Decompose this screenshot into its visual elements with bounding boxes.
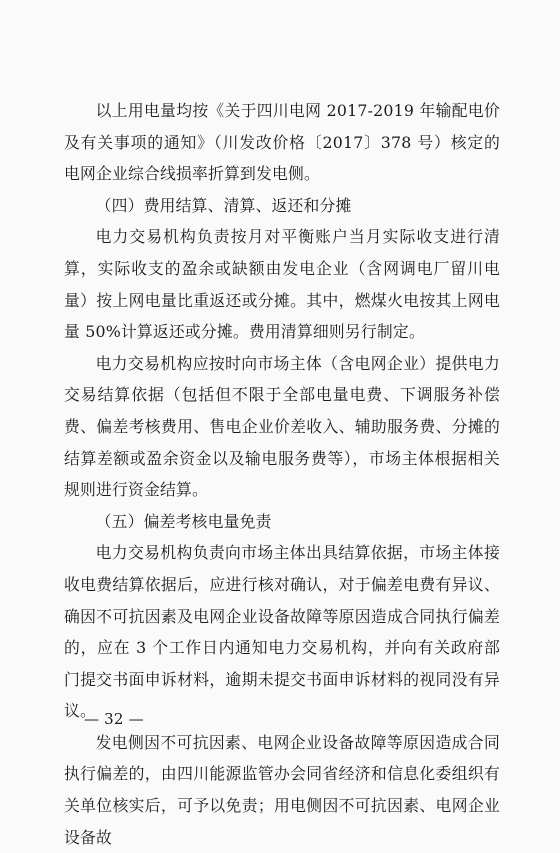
paragraph-generation-side-exemption: 发电侧因不可抗因素、电网企业设备故障等原因造成合同执行偏差的，由四川能源监管办会同省经济和信息化委组织有关单位核实后，可予以免责；用电侧因不可抗因素、电网企业设备故 (64, 732, 500, 847)
paragraph-loss-rate-note: 以上用电量均按《关于四川电网 2017-2019 年输配电价及有关事项的通知》（川发改价格〔2017〕378 号）核定的电网企业综合线损率折算到发电侧。 (64, 101, 500, 184)
paragraph-monthly-clearing: 电力交易机构负责按月对平衡账户当月实际收支进行清算，实际收支的盈余或缺额由发电企业（含网调电厂留川电量）按上网电量比重返还或分摊。其中，燃煤火电按其上网电量 50%计算返还或分摊。费用清算细则另行制定。 (64, 227, 500, 342)
section-heading-settlement: （四）费用结算、清算、返还和分摊 (95, 195, 352, 215)
section-heading-deviation-exemption: （五）偏差考核电量免责 (95, 511, 272, 531)
document-body (64, 95, 500, 853)
page-number: — 32 — (84, 710, 144, 728)
paragraph-settlement-basis: 电力交易机构应按时向市场主体（含电网企业）提供电力交易结算依据（包括但不限于全部电量电费、下调服务补偿费、偏差考核费用、售电企业价差收入、辅助服务费、分摊的结算差额或盈余资金以及输电服务费等），市场主体根据相关规则进行资金结算。 (64, 353, 500, 500)
paragraph-dispute-process: 电力交易机构负责向市场主体出具结算依据，市场主体接收电费结算依据后，应进行核对确认，对于偏差电费有异议、确因不可抗因素及电网企业设备故障等原因造成合同执行偏差的，应在 3 个工作日内通知电力交易机构，并向有关政府部门提交书面申诉材料，逾期未提交书面申诉材料的视同没有异议。 (64, 543, 500, 721)
